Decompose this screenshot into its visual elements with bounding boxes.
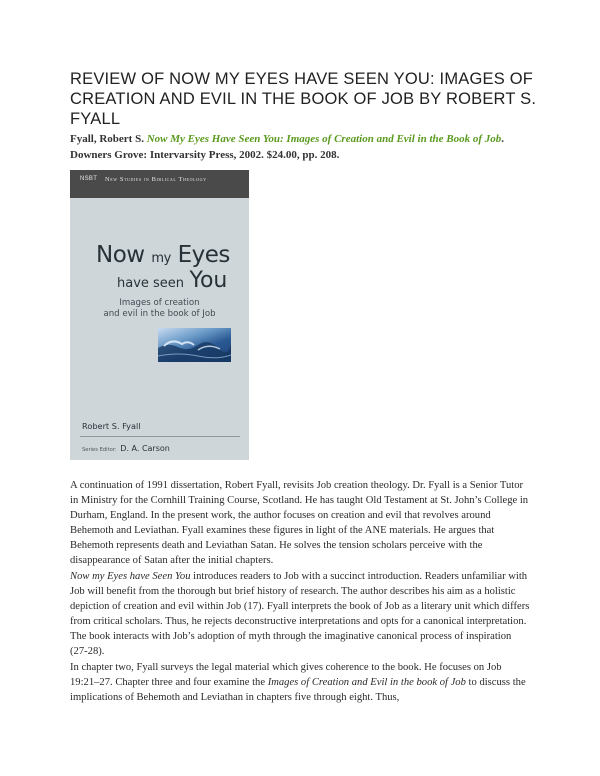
cover-subtitle-line2: and evil in the book of Job: [103, 309, 216, 319]
cover-title-now: Now: [96, 242, 145, 268]
cover-title-line2: [117, 268, 227, 293]
review-paragraph-3-start: In chapter two, Fyall surveys the legal material which gives coherence to the book. He focuses on Job 19:21–27. Chapter three and four examine the: [70, 662, 502, 688]
citation-book-title-link[interactable]: Now My Eyes Have Seen You: Images of Creation and Evil in the Book of Job: [146, 133, 502, 145]
cover-series-logo: NSBT: [80, 176, 98, 182]
review-paragraph-2: [70, 569, 530, 659]
citation-publication: . Downers Grove: Intervarsity Press, 2002. $24.00, pp. 208.: [70, 133, 505, 161]
review-paragraph-1: A continuation of 1991 dissertation, Robert Fyall, revisits Job creation theology. Dr. Fyall is a Senior Tutor in Ministry for the Cornhill Training Course, Scotland. He has taught Old Testament at St. John’s College in Durham, England. In the present work, the author focuses on creation and evil that revolves around Behemoth and Leviathan. Fyall examines these figures in light of the ANE materials. He argues that Behemoth represents death and Leviathan Satan. He solves the tension scholars perceive with the disappearance of Satan after the initial chapters.: [70, 480, 529, 566]
cover-series-band: [70, 170, 249, 198]
review-paragraph-3-end: to discuss the implications of Behemoth and Leviathan in chapters five through eight. Thus,: [70, 677, 526, 703]
cover-title-have-seen: have seen: [117, 276, 185, 291]
book-title-italic-2: Images of Creation and Evil in the book of Job: [267, 677, 466, 688]
cover-divider: [80, 436, 240, 437]
citation-author: Fyall, Robert S.: [70, 133, 144, 145]
book-title-italic: Now my Eyes have Seen You: [70, 571, 191, 582]
cover-author: Robert S. Fyall: [82, 421, 141, 431]
cover-sea-image: [158, 328, 231, 362]
cover-editor-name: D. A. Carson: [120, 444, 170, 453]
cover-title-line1: [96, 242, 230, 268]
cover-series-editor: [82, 444, 170, 453]
page-title: REVIEW OF NOW MY EYES HAVE SEEN YOU: IMAGES OF CREATION AND EVIL IN THE BOOK OF JOB BY ROBERT S. FYALL: [70, 70, 537, 128]
citation: [70, 131, 540, 163]
cover-title-my: my: [151, 251, 171, 266]
cover-title-eyes: Eyes: [177, 242, 230, 268]
cover-series-name: New Studies in Biblical Theology: [105, 176, 207, 183]
book-cover-image: [70, 170, 249, 460]
review-paragraph-2-text: introduces readers to Job with a succinct introduction. Readers unfamiliar with Job will benefit from the thorough but brief history of research. The author describes his aim as a holistic depiction of creation and evil within Job (17). Fyall interprets the book of Job as a literary unit which differs from critical scholars. Thus, he rejects deconstructive interpretations and opts for a canonical interpretation. The book interacts with Job’s adoption of myth through the imaginative canonical process of inspiration (27-28).: [70, 571, 530, 657]
review-paragraph-3: [70, 660, 530, 705]
cover-editor-label: Series Editor:: [82, 447, 117, 453]
cover-subtitle: [70, 298, 249, 320]
cover-title-you: You: [189, 268, 228, 293]
cover-subtitle-line1: Images of creation: [119, 298, 200, 308]
